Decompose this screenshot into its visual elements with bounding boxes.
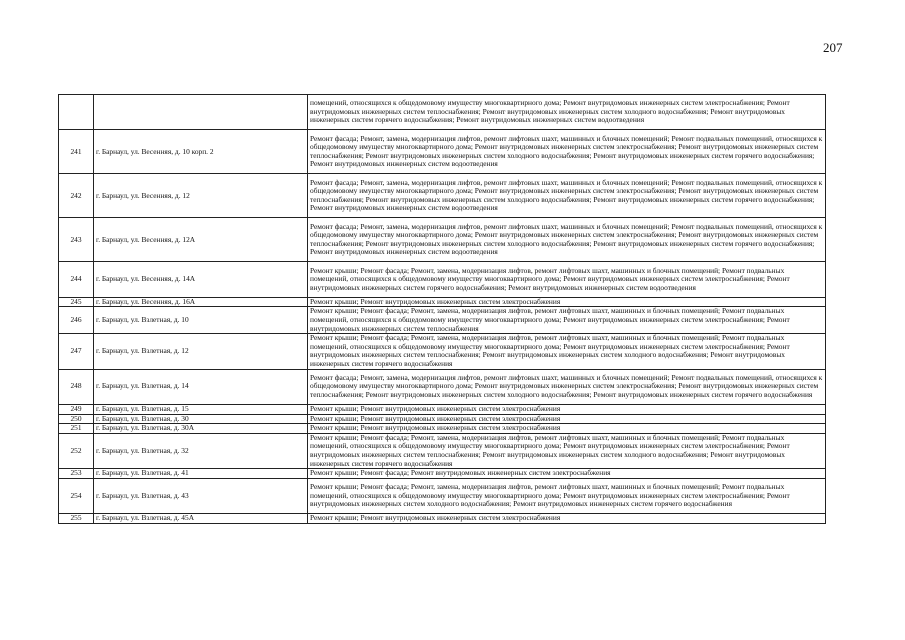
row-works: помещений, относящихся к общедомовому имуществу многоквартирного дома; Ремонт внутридомовых инженерных систем электроснабжения; Ремонт внутридомовых инженерных систем теплоснабжения; Ремонт внутридомовых инженерных систем холодного водоснабжения; Ремонт внутридомовых инженерных систем горячего водоснабжения; Ремонт внутридомовых инженерных систем водоотведения: [308, 95, 826, 130]
row-works: Ремонт крыши; Ремонт внутридомовых инженерных систем электроснабжения: [308, 414, 826, 424]
row-address: г. Барнаул, ул. Взлетная, д. 41: [94, 469, 308, 479]
row-address: г. Барнаул, ул. Взлетная, д. 32: [94, 433, 308, 468]
table-row: [59, 414, 826, 424]
row-address: г. Барнаул, ул. Взлетная, д. 14: [94, 369, 308, 404]
row-works: Ремонт фасада; Ремонт, замена, модернизация лифтов, ремонт лифтовых шахт, машинных и блочных помещений; Ремонт подвальных помещений, относящихся к общедомовому имуществу многоквартирного дома; Ремонт внутридомовых инженерных систем электроснабжения; Ремонт внутридомовых инженерных систем теплоснабжения; Ремонт внутридомовых инженерных систем холодного водоснабжения; Ремонт внутридомовых инженерных систем горячего водоснабжения; Ремонт внутридомовых инженерных систем водоотведения: [308, 130, 826, 174]
row-works: Ремонт фасада; Ремонт, замена, модернизация лифтов, ремонт лифтовых шахт, машинных и блочных помещений; Ремонт подвальных помещений, относящихся к общедомовому имуществу многоквартирного дома; Ремонт внутридомовых инженерных систем электроснабжения; Ремонт внутридомовых инженерных систем теплоснабжения; Ремонт внутридомовых инженерных систем холодного водоснабжения; Ремонт внутридомовых инженерных систем горячего водоснабжения: [308, 369, 826, 404]
row-number: 254: [59, 478, 94, 513]
row-number: 247: [59, 334, 94, 369]
row-address: г. Барнаул, ул. Весенняя, д. 16А: [94, 297, 308, 307]
row-works: Ремонт фасада; Ремонт, замена, модернизация лифтов, ремонт лифтовых шахт, машинных и блочных помещений; Ремонт подвальных помещений, относящихся к общедомовому имуществу многоквартирного дома; Ремонт внутридомовых инженерных систем электроснабжения; Ремонт внутридомовых инженерных систем теплоснабжения; Ремонт внутридомовых инженерных систем холодного водоснабжения; Ремонт внутридомовых инженерных систем горячего водоснабжения; Ремонт внутридомовых инженерных систем водоотведения: [308, 174, 826, 218]
row-number: 242: [59, 174, 94, 218]
row-number: 252: [59, 433, 94, 468]
row-address: г. Барнаул, ул. Взлетная, д. 10: [94, 307, 308, 334]
table-row: [59, 334, 826, 369]
table-body: [59, 95, 826, 524]
row-address: г. Барнаул, ул. Взлетная, д. 43: [94, 478, 308, 513]
table-row: [59, 469, 826, 479]
row-number: 241: [59, 130, 94, 174]
row-address: г. Барнаул, ул. Взлетная, д. 30А: [94, 424, 308, 434]
row-number: 244: [59, 262, 94, 297]
row-works: Ремонт крыши; Ремонт внутридомовых инженерных систем электроснабжения: [308, 297, 826, 307]
table-row: [59, 130, 826, 174]
row-address: г. Барнаул, ул. Весенняя, д. 12: [94, 174, 308, 218]
row-address: [94, 95, 308, 130]
row-works: Ремонт крыши; Ремонт фасада; Ремонт, замена, модернизация лифтов, ремонт лифтовых шахт, машинных и блочных помещений; Ремонт подвальных помещений, относящихся к общедомовому имуществу многоквартирного дома; Ремонт внутридомовых инженерных систем электроснабжения; Ремонт внутридомовых инженерных систем теплоснабжения; Ремонт внутридомовых инженерных систем холодного водоснабжения; Ремонт внутридомовых инженерных систем горячего водоснабжения: [308, 433, 826, 468]
row-address: г. Барнаул, ул. Взлетная, д. 30: [94, 414, 308, 424]
row-number: 250: [59, 414, 94, 424]
row-number: [59, 95, 94, 130]
page-number: 207: [823, 40, 843, 55]
table-row: [59, 297, 826, 307]
table-row: [59, 174, 826, 218]
table-row: [59, 218, 826, 262]
row-works: Ремонт крыши; Ремонт фасада; Ремонт, замена, модернизация лифтов, ремонт лифтовых шахт, машинных и блочных помещений; Ремонт подвальных помещений, относящихся к общедомовому имуществу многоквартирного дома; Ремонт внутридомовых инженерных систем электроснабжения; Ремонт внутридомовых инженерных систем горячего водоснабжения; Ремонт внутридомовых инженерных систем водоотведения: [308, 262, 826, 297]
row-works: Ремонт крыши; Ремонт фасада; Ремонт, замена, модернизация лифтов, ремонт лифтовых шахт, машинных и блочных помещений; Ремонт подвальных помещений, относящихся к общедомовому имуществу многоквартирного дома; Ремонт внутридомовых инженерных систем электроснабжения; Ремонт внутридомовых инженерных систем теплоснабжения; Ремонт внутридомовых инженерных систем холодного водоснабжения; Ремонт внутридомовых инженерных систем горячего водоснабжения: [308, 334, 826, 369]
row-works: Ремонт крыши; Ремонт фасада; Ремонт, замена, модернизация лифтов, ремонт лифтовых шахт, машинных и блочных помещений; Ремонт подвальных помещений, относящихся к общедомовому имуществу многоквартирного дома; Ремонт внутридомовых инженерных систем электроснабжения; Ремонт внутридомовых инженерных систем холодного водоснабжения; Ремонт внутридомовых инженерных систем горячего водоснабжения: [308, 478, 826, 513]
table-row: [59, 424, 826, 434]
row-address: г. Барнаул, ул. Весенняя, д. 14А: [94, 262, 308, 297]
row-works: Ремонт крыши; Ремонт фасада; Ремонт, замена, модернизация лифтов, ремонт лифтовых шахт, машинных и блочных помещений; Ремонт подвальных помещений, относящихся к общедомовому имуществу многоквартирного дома; Ремонт внутридомовых инженерных систем электроснабжения; Ремонт внутридомовых инженерных систем теплоснабжения: [308, 307, 826, 334]
table-row: [59, 262, 826, 297]
row-works: Ремонт крыши; Ремонт фасада; Ремонт внутридомовых инженерных систем электроснабжения: [308, 469, 826, 479]
row-address: г. Барнаул, ул. Взлетная, д. 12: [94, 334, 308, 369]
table-row: [59, 433, 826, 468]
row-number: 248: [59, 369, 94, 404]
row-number: 251: [59, 424, 94, 434]
table-row: [59, 404, 826, 414]
table-row: [59, 95, 826, 130]
row-number: 249: [59, 404, 94, 414]
row-number: 243: [59, 218, 94, 262]
row-number: 255: [59, 514, 94, 524]
repair-works-table: [58, 94, 826, 524]
row-number: 246: [59, 307, 94, 334]
row-number: 253: [59, 469, 94, 479]
row-works: Ремонт крыши; Ремонт внутридомовых инженерных систем электроснабжения: [308, 404, 826, 414]
row-address: г. Барнаул, ул. Весенняя, д. 12А: [94, 218, 308, 262]
row-address: г. Барнаул, ул. Взлетная, д. 15: [94, 404, 308, 414]
table-row: [59, 369, 826, 404]
table-row: [59, 478, 826, 513]
row-works: Ремонт крыши; Ремонт внутридомовых инженерных систем электроснабжения: [308, 514, 826, 524]
row-address: г. Барнаул, ул. Весенняя, д. 10 корп. 2: [94, 130, 308, 174]
table-row: [59, 514, 826, 524]
row-number: 245: [59, 297, 94, 307]
row-works: Ремонт крыши; Ремонт внутридомовых инженерных систем электроснабжения: [308, 424, 826, 434]
table-row: [59, 307, 826, 334]
row-address: г. Барнаул, ул. Взлетная, д. 45А: [94, 514, 308, 524]
row-works: Ремонт фасада; Ремонт, замена, модернизация лифтов, ремонт лифтовых шахт, машинных и блочных помещений; Ремонт подвальных помещений, относящихся к общедомовому имуществу многоквартирного дома; Ремонт внутридомовых инженерных систем электроснабжения; Ремонт внутридомовых инженерных систем теплоснабжения; Ремонт внутридомовых инженерных систем холодного водоснабжения; Ремонт внутридомовых инженерных систем горячего водоснабжения; Ремонт внутридомовых инженерных систем водоотведения: [308, 218, 826, 262]
